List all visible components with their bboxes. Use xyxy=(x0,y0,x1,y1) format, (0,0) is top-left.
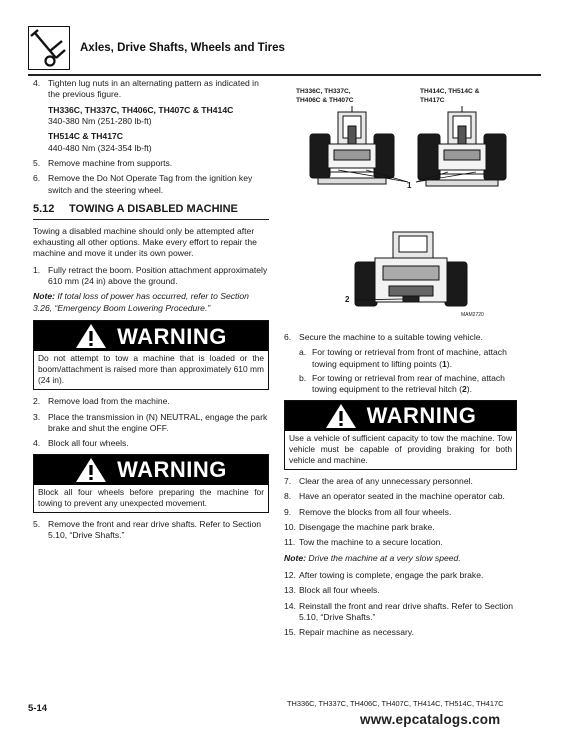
model-group-2: TH514C & TH417C xyxy=(48,131,123,142)
page-header xyxy=(28,26,541,74)
warning-box-3 xyxy=(284,400,517,470)
right-column xyxy=(284,332,517,643)
tow-step-12: 12. After towing is complete, engage the park brake. xyxy=(284,570,484,581)
callout-2: 2 xyxy=(345,295,350,304)
warning-text: Block all four wheels before preparing the machine for towing to prevent any unexpected movement. xyxy=(38,486,264,508)
warning-triangle-icon xyxy=(325,403,357,429)
step-5: 5. Remove machine from supports. xyxy=(33,158,173,169)
model-group-1: TH336C, TH337C, TH406C, TH407C & TH414C xyxy=(48,104,234,115)
step-4: 4. Tighten lug nuts in an alternating pattern as indicated in the previous figure. xyxy=(33,78,259,100)
header-divider xyxy=(28,74,541,76)
tow-step-8: 8. Have an operator seated in the machine operator cab. xyxy=(284,491,505,502)
page-number: 5-14 xyxy=(28,703,48,714)
footer-models: TH336C, TH337C, TH406C, TH407C, TH414C, TH514C, TH417C xyxy=(287,699,504,708)
warning-header: WARNING xyxy=(285,401,516,431)
left-column xyxy=(33,78,269,546)
tow-step-1: 1. Fully retract the boom. Position attachment approximately 610 mm (24 in) above the ground. xyxy=(33,264,268,286)
tow-step-7: 7. Clear the area of any unnecessary personnel. xyxy=(284,476,473,486)
tow-step-3: 3. Place the transmission in (N) NEUTRAL, engage the park brake and shut the engine OFF. xyxy=(33,411,268,433)
machine-front-views xyxy=(290,86,524,211)
warning-text: Do not attempt to tow a machine that is loaded or the boom/attachment is raised more than approximately 610 mm (24 in). xyxy=(38,353,264,386)
tow-step-4: 4. Block all four wheels. xyxy=(33,438,129,449)
tow-step-6: 6. Secure the machine to a suitable towing vehicle. xyxy=(284,332,483,342)
page-title: Axles, Drive Shafts, Wheels and Tires xyxy=(80,42,285,54)
callout-1: 1 xyxy=(407,181,412,190)
watermark: www.epcatalogs.com xyxy=(360,712,501,727)
figure-code: MAM2720 xyxy=(461,312,484,318)
tow-step-14: 14. Reinstall the front and rear drive shafts. Refer to Section 5.10, “Drive Shafts.” xyxy=(284,600,513,623)
tow-step-6b: b. For towing or retrieval from rear of machine, attach towing equipment to the retrieval hitch (2). xyxy=(299,373,505,395)
torque-spec-1: 340-380 Nm (251-280 lb-ft) xyxy=(48,116,152,127)
hand-truck-icon xyxy=(28,26,70,70)
tow-step-5: 5. Remove the front and rear drive shafts. Refer to Section 5.10, “Drive Shafts.” xyxy=(33,518,262,541)
step-6: 6. Remove the Do Not Operate Tag from the ignition key switch and the steering wheel. xyxy=(33,173,253,195)
tow-step-6a: a. For towing or retrieval from front of machine, attach towing equipment to lifting points (1). xyxy=(299,347,507,369)
torque-spec-2: 440-480 Nm (324-354 lb-ft) xyxy=(48,142,152,153)
retrieval-hitch-figure xyxy=(333,228,503,322)
intro-paragraph: Towing a disabled machine should only be attempted after exhausting all other options. Make every effort to repair the machine and move it under its own power. xyxy=(33,225,257,259)
section-heading: 5.12 TOWING A DISABLED MACHINE xyxy=(33,202,269,220)
warning-header: WARNING xyxy=(34,321,268,351)
warning-text: Use a vehicle of sufficient capacity to tow the machine. Tow vehicle must be capable of providing braking for both vehicle and machine. xyxy=(289,432,512,465)
figure-label-right: TH414C, TH514C & TH417C xyxy=(420,88,480,104)
tow-step-10: 10. Disengage the machine park brake. xyxy=(284,522,435,533)
warning-header: WARNING xyxy=(34,455,268,485)
tow-step-13: 13. Block all four wheels. xyxy=(284,585,380,596)
warning-triangle-icon xyxy=(75,457,107,483)
figure-label-left: TH336C, TH337C, TH406C & TH407C xyxy=(296,88,354,104)
tow-step-2: 2. Remove load from the machine. xyxy=(33,396,170,407)
warning-box-2 xyxy=(33,454,269,513)
tow-step-15: 15. Repair machine as necessary. xyxy=(284,627,414,638)
note-slow-speed: Note: Drive the machine at a very slow speed. xyxy=(284,552,461,563)
tow-step-9: 9. Remove the blocks from all four wheels. xyxy=(284,506,452,517)
warning-box-1 xyxy=(33,320,269,390)
machine-rear-view xyxy=(333,228,503,322)
towing-points-figure xyxy=(290,86,524,211)
tow-step-11: 11. Tow the machine to a secure location. xyxy=(284,537,443,548)
note: Note: If total loss of power has occurred, refer to Section 3.26, “Emergency Boom Lowering Procedure.” xyxy=(33,291,249,313)
warning-triangle-icon xyxy=(75,323,107,349)
